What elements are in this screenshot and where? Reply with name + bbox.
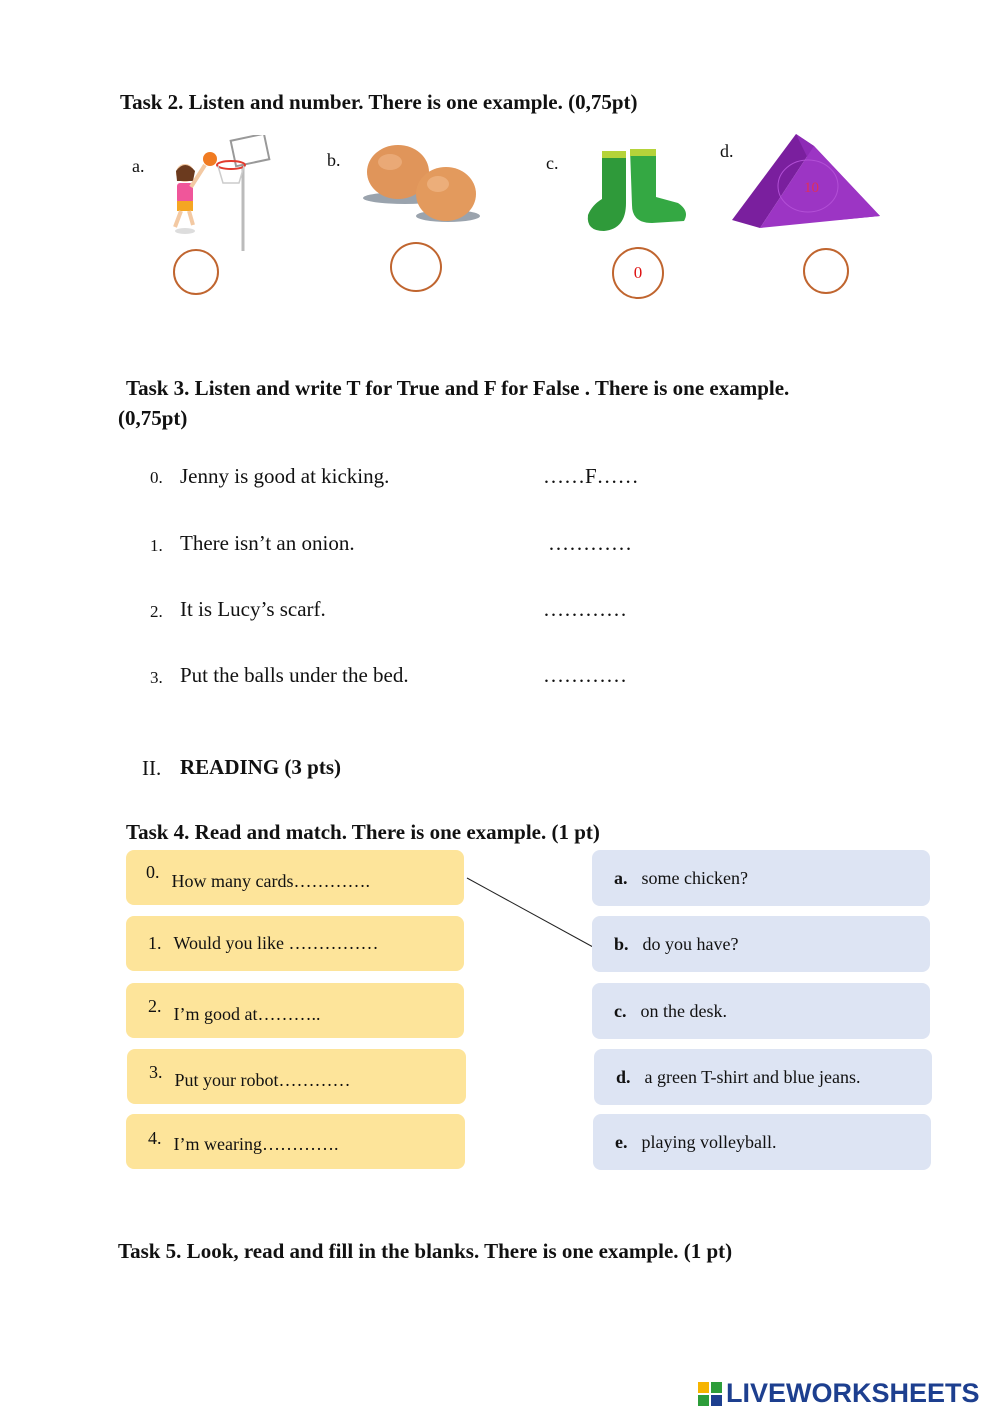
match-right-text: on the desk. xyxy=(640,1000,727,1021)
match-left-number: 4. xyxy=(148,1128,162,1148)
match-left-number: 0. xyxy=(146,862,160,882)
task3-title-line1: Task 3. Listen and write T for True and F for False . There is one example. xyxy=(126,376,790,400)
item-a-letter: a. xyxy=(132,156,145,176)
item-b-letter: b. xyxy=(327,150,341,170)
match-right-letter: c. xyxy=(614,1000,627,1021)
match-right-letter: e. xyxy=(615,1131,628,1152)
tf-answer-field[interactable]: ………… xyxy=(543,663,627,687)
match-left-text: Put your robot………… xyxy=(174,1070,351,1090)
match-right-letter: a. xyxy=(614,867,628,888)
match-right-item[interactable] xyxy=(592,916,930,972)
match-left-text: Would you like …………… xyxy=(173,933,379,953)
match-right-item[interactable] xyxy=(593,1114,931,1170)
tf-item-number: 1. xyxy=(150,536,163,555)
match-right-text: do you have? xyxy=(642,933,739,954)
tf-item-number: 0. xyxy=(150,468,163,487)
tf-item-text: There isn’t an onion. xyxy=(180,531,355,555)
match-left-number: 1. xyxy=(148,933,162,953)
match-right-letter: d. xyxy=(616,1066,631,1087)
tf-item-number: 3. xyxy=(150,668,163,687)
match-right-text: some chicken? xyxy=(641,867,748,888)
item-d-letter: d. xyxy=(720,141,734,161)
match-right-text: playing volleyball. xyxy=(641,1131,777,1152)
section-number: II. xyxy=(142,756,162,780)
tf-answer-field[interactable]: ………… xyxy=(543,597,627,621)
item-c-letter: c. xyxy=(546,153,559,173)
task2-title: Task 2. Listen and number. There is one example. (0,75pt) xyxy=(120,90,638,114)
match-right-item[interactable] xyxy=(592,983,930,1039)
match-left-number: 2. xyxy=(148,996,162,1016)
match-right-item[interactable] xyxy=(594,1049,932,1105)
tf-item-text: Put the balls under the bed. xyxy=(180,663,409,687)
task4-title: Task 4. Read and match. There is one example. (1 pt) xyxy=(126,820,600,844)
match-left-text: I’m good at……….. xyxy=(173,1004,321,1024)
match-left-text: I’m wearing…………. xyxy=(173,1134,339,1154)
tf-item-text: It is Lucy’s scarf. xyxy=(180,597,326,621)
task3-title-line2: (0,75pt) xyxy=(118,406,188,430)
match-right-text: a green T-shirt and blue jeans. xyxy=(644,1066,861,1087)
tf-answer-field[interactable]: ……F…… xyxy=(543,464,639,488)
answer-circle-c[interactable]: 0 xyxy=(612,247,664,299)
logo-mark-icon xyxy=(698,1382,722,1406)
tf-item-number: 2. xyxy=(150,602,163,621)
logo-text: LIVEWORKSHEETS xyxy=(726,1378,980,1408)
tf-item-text: Jenny is good at kicking. xyxy=(180,464,390,488)
task5-title: Task 5. Look, read and fill in the blanks. There is one example. (1 pt) xyxy=(118,1239,733,1263)
tf-answer-field[interactable]: ………… xyxy=(548,531,632,555)
match-left-number: 3. xyxy=(149,1062,163,1082)
match-left-text: How many cards…………. xyxy=(171,871,370,891)
liveworksheets-logo xyxy=(698,1378,980,1409)
match-right-letter: b. xyxy=(614,933,629,954)
match-right-item[interactable] xyxy=(592,850,930,906)
section-title: READING (3 pts) xyxy=(180,755,342,779)
triangle-number-label: 10 xyxy=(804,180,819,196)
